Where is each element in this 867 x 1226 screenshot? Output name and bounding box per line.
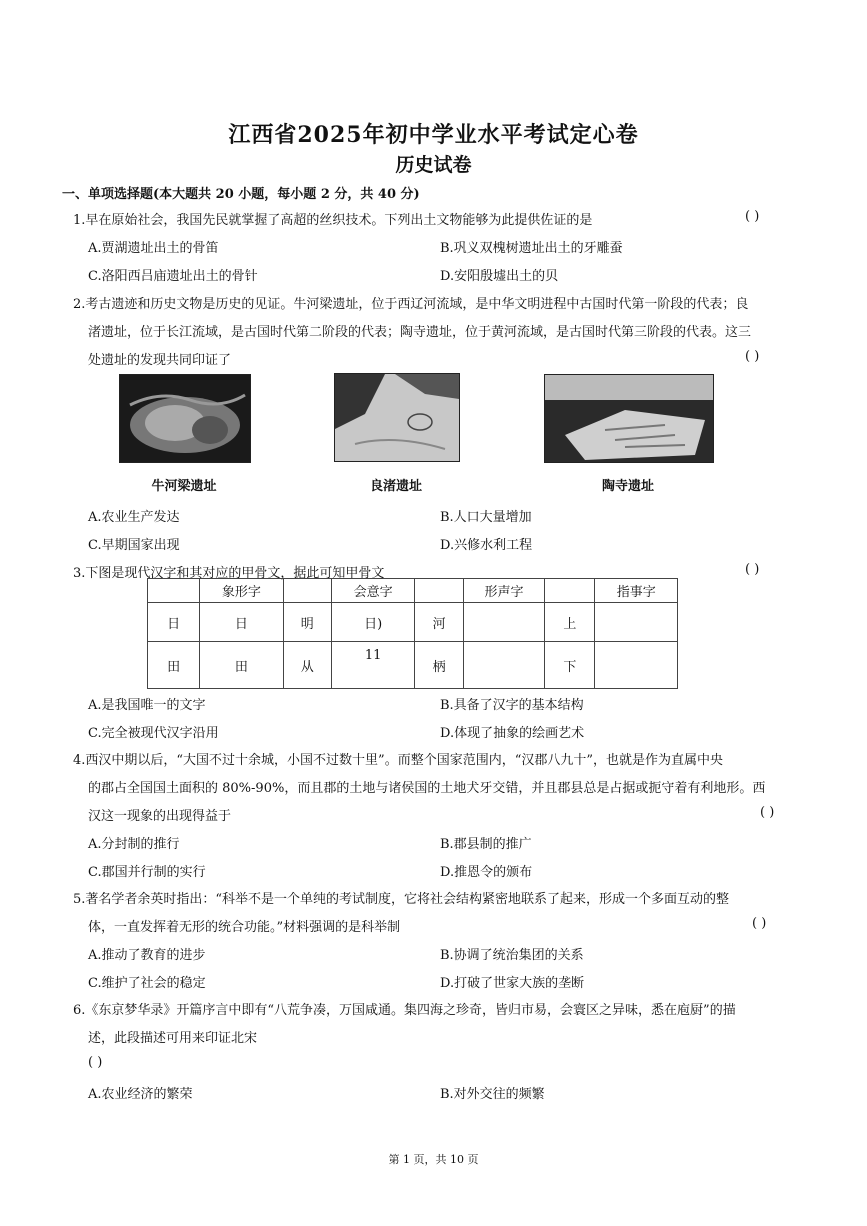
- option-3d: D.体现了抽象的绘画艺术: [440, 726, 585, 741]
- table-header-cell: 形声字: [463, 579, 545, 603]
- table-cell: [283, 579, 331, 603]
- page-title: 江西省2025年初中学业水平考试定心卷: [228, 122, 639, 148]
- table-cell: [595, 642, 678, 689]
- section-heading: 一、单项选择题(本大题共 20 小题，每小题 2 分，共 40 分): [62, 187, 420, 202]
- question-6-line-2: 述，此段描述可用来印证北宋: [88, 1031, 258, 1046]
- option-1d: D.安阳殷墟出土的贝: [440, 269, 559, 284]
- answer-paren: ( ): [760, 805, 775, 820]
- taosi-photo: [544, 374, 714, 463]
- table-cell: [148, 579, 200, 603]
- page-subtitle: 历史试卷: [395, 154, 472, 176]
- table-header-cell: 会意字: [331, 579, 415, 603]
- option-4d: D.推恩令的颁布: [440, 865, 533, 880]
- option-5c: C.维护了社会的稳定: [88, 976, 206, 991]
- question-4-line-2: 的郡占全国国土面积的 80%-90%，而且郡的土地与诸侯国的土地犬牙交错，并且郡县总是占据或扼守着有利地形。西: [88, 781, 766, 796]
- option-1a: A.贾湖遗址出土的骨笛: [88, 241, 219, 256]
- answer-paren: ( ): [752, 916, 767, 931]
- question-4-line-3: 汉这一现象的出现得益于: [88, 809, 232, 824]
- question-5-line-2: 体，一直发挥着无形的统合功能。”材料强调的是科举制: [88, 920, 401, 935]
- option-6b: B.对外交往的频繁: [440, 1087, 545, 1102]
- option-1b: B.巩义双槐树遗址出土的牙雕蚕: [440, 241, 623, 256]
- option-3c: C.完全被现代汉字沿用: [88, 726, 219, 741]
- table-cell: 上: [545, 603, 595, 642]
- table-cell: 柄: [415, 642, 463, 689]
- answer-paren: ( ): [745, 562, 760, 577]
- table-cell: 河: [415, 603, 463, 642]
- option-4c: C.郡国并行制的实行: [88, 865, 206, 880]
- table-cell: 下: [545, 642, 595, 689]
- table-cell: [595, 603, 678, 642]
- question-3-text: 3.下图是现代汉字和其对应的甲骨文，据此可知甲骨文: [73, 566, 385, 581]
- table-cell: [463, 603, 545, 642]
- question-5-line-1: 5.著名学者余英时指出：“科举不是一个单纯的考试制度，它将社会结构紧密地联系了起来，形成一个多面互动的整: [73, 892, 730, 907]
- table-header-row: [148, 579, 678, 603]
- option-3b: B.具备了汉字的基本结构: [440, 698, 584, 713]
- answer-paren: ( ): [745, 349, 760, 364]
- table-row: [148, 642, 678, 689]
- table-cell: 日: [148, 603, 200, 642]
- option-2b: B.人口大量增加: [440, 510, 532, 525]
- table-header-cell: 象形字: [200, 579, 283, 603]
- table-cell: 日: [200, 603, 283, 642]
- option-5b: B.协调了统治集团的关系: [440, 948, 584, 963]
- option-1c: C.洛阳西吕庙遗址出土的骨针: [88, 269, 258, 284]
- table-cell: 田: [148, 642, 200, 689]
- question-2-line-1: 2.考古遗迹和历史文物是历史的见证。牛河梁遗址，位于西辽河流域，是中华文明进程中古国时代第一阶段的代表；良: [73, 297, 749, 312]
- option-2d: D.兴修水利工程: [440, 538, 533, 553]
- table-header-cell: 指事字: [595, 579, 678, 603]
- table-row: [148, 603, 678, 642]
- option-4a: A.分封制的推行: [88, 837, 180, 852]
- table-cell: 明: [283, 603, 331, 642]
- question-2-line-2: 渚遗址，位于长江流域，是古国时代第二阶段的代表；陶寺遗址，位于黄河流域，是古国时代第三阶段的代表。这三: [88, 325, 752, 340]
- liangzhu-photo: [334, 373, 460, 462]
- option-4b: B.郡县制的推广: [440, 837, 532, 852]
- option-3a: A.是我国唯一的文字: [88, 698, 206, 713]
- table-cell: 从: [283, 642, 331, 689]
- option-5a: A.推动了教育的进步: [88, 948, 206, 963]
- table-cell: 田: [200, 642, 283, 689]
- table-cell: [545, 579, 595, 603]
- question-4-line-1: 4.西汉中期以后，“大国不过十余城，小国不过数十里”。而整个国家范围内，“汉郡八九十”，也就是作为直属中央: [73, 753, 723, 768]
- niuheliang-photo: [119, 374, 251, 463]
- table-cell: [463, 642, 545, 689]
- caption-liangzhu: 良渚遗址: [369, 479, 422, 494]
- option-5d: D.打破了世家大族的垄断: [440, 976, 585, 991]
- option-2c: C.早期国家出现: [88, 538, 180, 553]
- caption-taosi: 陶寺遗址: [601, 479, 654, 494]
- question-2-line-3: 处遗址的发现共同印证了: [88, 353, 232, 368]
- question-1-text: 1.早在原始社会，我国先民就掌握了高超的丝织技术。下列出土文物能够为此提供佐证的是: [73, 213, 593, 228]
- option-2a: A.农业生产发达: [88, 510, 180, 525]
- option-6a: A.农业经济的繁荣: [88, 1087, 193, 1102]
- question-6-line-1: 6.《东京梦华录》开篇序言中即有“八荒争凑，万国咸通。集四海之珍奇，皆归市易，会寰区之异味，悉在庖厨”的描: [73, 1003, 736, 1018]
- answer-paren: ( ): [88, 1055, 103, 1070]
- answer-paren: ( ): [745, 209, 760, 224]
- page-footer: 第 1 页，共 10 页: [388, 1153, 479, 1166]
- oracle-bone-table: [147, 578, 678, 689]
- table-cell: 11: [331, 642, 415, 689]
- table-cell: [415, 579, 463, 603]
- table-cell: 日): [331, 603, 415, 642]
- caption-niuheliang: 牛河梁遗址: [151, 479, 217, 494]
